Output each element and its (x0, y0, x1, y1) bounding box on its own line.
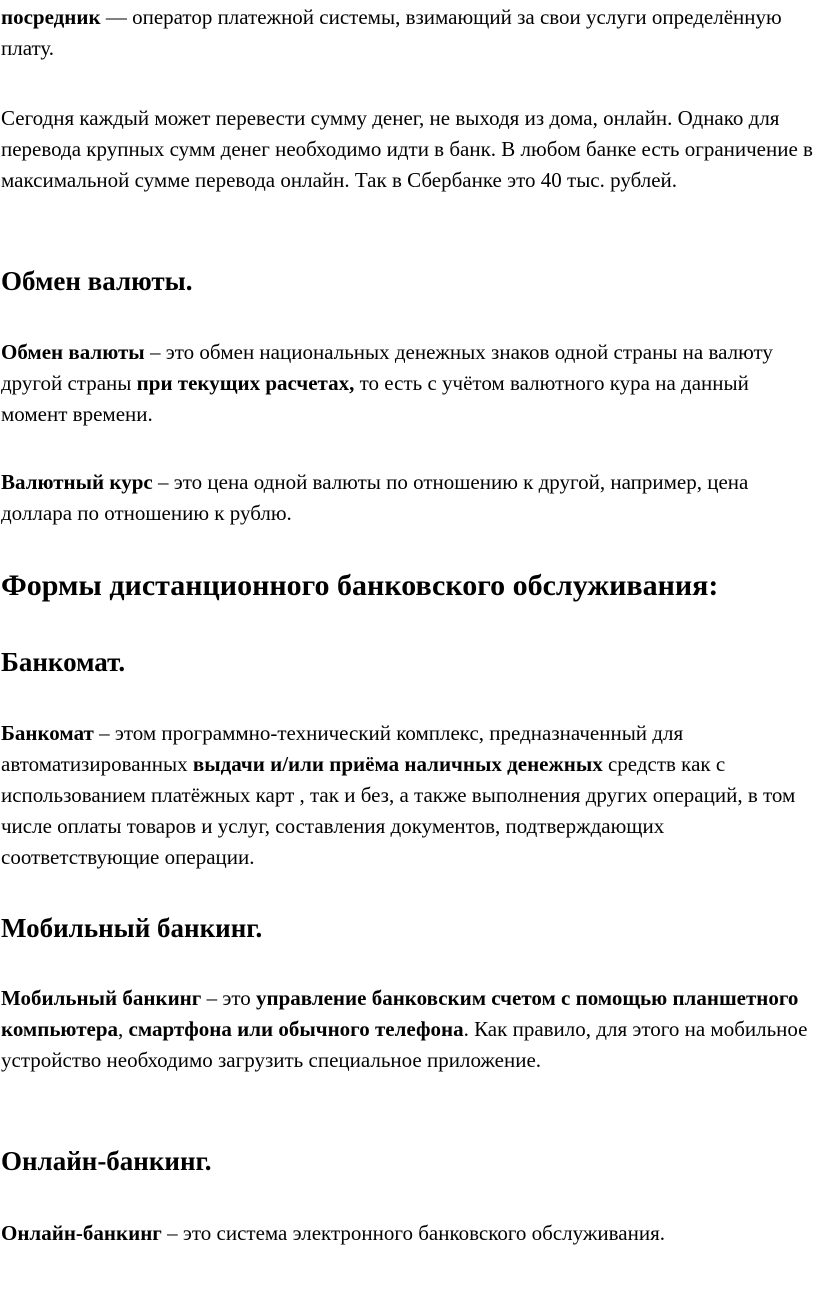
definition-part-3: . Как правило, для этого на мобильное устройство необходимо загрузить специальное приложение. (1, 1017, 808, 1072)
emphasis-current-settlements: при текущих расчетах, (136, 371, 355, 395)
definition-part-2: средств как с использованием платёжных карт , так и без, а также выполнения других операций, в том числе оплаты товаров и услуг, составления документов, подтверждающих соответствующие операции. (1, 752, 796, 869)
definition-online-banking: – это система электронного банковского обслуживания. (161, 1221, 665, 1245)
emphasis-smartphone: смартфона или обычного телефона (128, 1017, 464, 1041)
heading-remote-banking-forms: Формы дистанционного банковского обслуживания: (1, 569, 719, 602)
emphasis-account-management: управление банковским счетом с помощью планшетного компьютера (1, 986, 799, 1041)
definition-part-2: то есть с учётом валютного кура на данный момент времени. (1, 371, 749, 426)
term-exchange-rate: Валютный курс (1, 470, 153, 494)
term-intermediary: посредник (1, 5, 101, 29)
heading-atm: Банкомат. (1, 647, 126, 677)
paragraph-online-transfer (1, 103, 815, 196)
term-mobile-banking: Мобильный банкинг (1, 986, 202, 1010)
term-online-banking: Онлайн-банкинг (1, 1221, 162, 1245)
paragraph-currency-exchange (1, 337, 815, 430)
paragraph-exchange-rate (1, 467, 815, 529)
heading-mobile-banking: Мобильный банкинг. (1, 913, 263, 943)
paragraph-atm (1, 718, 815, 873)
paragraph-online-banking (1, 1218, 815, 1249)
heading-online-banking: Онлайн-банкинг. (1, 1146, 212, 1176)
online-transfer-text: Сегодня каждый может перевести сумму денег, не выходя из дома, онлайн. Однако для перевода крупных сумм денег необходимо идти в банк. В любом банке есть ограничение в максимальной сумме перевода онлайн. Так в Сбербанке это 40 тыс. рублей. (1, 106, 813, 192)
definition-exchange-rate: – это цена одной валюты по отношению к другой, например, цена доллара по отношению к рублю. (1, 470, 749, 525)
heading-currency-exchange: Обмен валюты. (1, 266, 193, 296)
definition-part-1: – это обмен национальных денежных знаков одной страны на валюту другой страны (1, 340, 773, 395)
paragraph-mobile-banking (1, 983, 815, 1076)
emphasis-cash-operations: выдачи и/или приёма наличных денежных (192, 752, 603, 776)
paragraph-intermediary (1, 2, 815, 64)
term-currency-exchange: Обмен валюты (1, 340, 145, 364)
term-atm: Банкомат (1, 721, 94, 745)
definition-part-1: – это (201, 986, 256, 1010)
definition-intermediary: — оператор платежной системы, взимающий за свои услуги определённую плату. (1, 5, 782, 60)
definition-part-2: , (118, 1017, 129, 1041)
definition-part-1: – этом программно-технический комплекс, предназначенный для автоматизированных (1, 721, 684, 776)
